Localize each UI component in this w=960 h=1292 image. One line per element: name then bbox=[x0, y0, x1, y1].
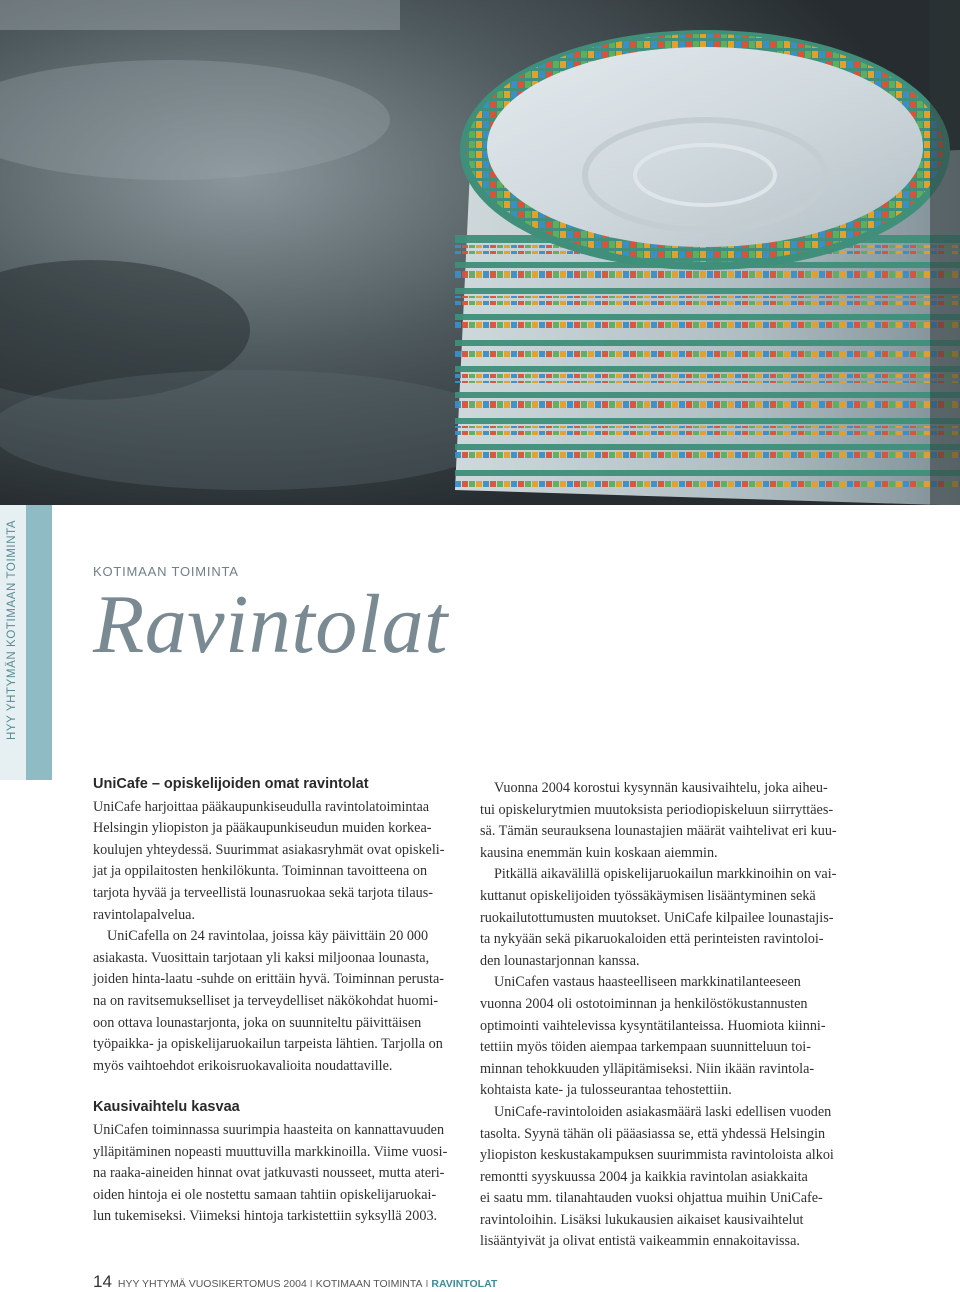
side-section-label: HYY YHTYMÄN KOTIMAAN TOIMINTA bbox=[6, 519, 18, 740]
text-line: ylläpitäminen nopeasti muuttuvilla markkinoilla. Viime vuosi- bbox=[93, 1143, 448, 1160]
text-line: Pitkällä aikavälillä opiskelijaruokailun markkinoihin on vai- bbox=[494, 866, 837, 883]
paragraph bbox=[480, 1102, 842, 1253]
text-line: Helsingin yliopiston ja pääkaupunkiseudun muiden korkea- bbox=[93, 820, 432, 837]
footer-publication: HYY YHTYMÄ VUOSIKERTOMUS 2004 bbox=[117, 1278, 307, 1290]
right-column bbox=[480, 778, 842, 1253]
footer-current-page: RAVINTOLAT bbox=[431, 1278, 498, 1290]
text-line: ta nykyään sekä pikaruokaloiden että perinteisten ravintoloi- bbox=[480, 931, 824, 948]
text-line: kohtaista kate- ja tulosseurantaa tehostettiin. bbox=[480, 1082, 732, 1099]
paragraph bbox=[480, 972, 842, 1102]
text-line: vuonna 2004 oli ostotoiminnan ja henkilöstökustannusten bbox=[480, 995, 808, 1012]
text-line: oiden hintoja ei ole nostettu samaan tahtiin opiskelijaruokai- bbox=[93, 1186, 437, 1203]
paragraph bbox=[480, 778, 842, 864]
heading-unicafe: UniCafe – opiskelijoiden omat ravintolat bbox=[93, 776, 369, 792]
left-column bbox=[93, 774, 453, 1228]
text-line: na raaka-aineiden hinnat ovat jatkuvasti nousseet, mutta ateri- bbox=[93, 1165, 445, 1182]
text-line: sä. Tämän seurauksena lounastajien määrät vaihtelivat eri kuu- bbox=[480, 823, 837, 840]
text-line: myös vaihtoehdot erikoisruokavalioita noudattaville. bbox=[93, 1057, 393, 1074]
page-number: 14 bbox=[93, 1272, 112, 1291]
text-line: koulujen yhteydessä. Suurimmat asiakasryhmät ovat opiskeli- bbox=[93, 841, 445, 858]
stacked-plates-photo-icon bbox=[0, 0, 960, 505]
text-line: lun tukemiseksi. Viimeksi hintoja tarkistettiin syksyllä 2003. bbox=[93, 1208, 438, 1225]
text-line: tui opiskelurytmien muutoksista periodiopiskeluun siirryttäes- bbox=[480, 801, 834, 818]
text-line: UniCafen vastaus haasteelliseen markkinatilanteeseen bbox=[494, 974, 801, 991]
text-line: den lounastarjonnan kanssa. bbox=[480, 952, 640, 969]
paragraph bbox=[93, 926, 453, 1077]
text-line: kausina enemmän kuin koskaan aiemmin. bbox=[480, 844, 718, 861]
text-line: tarjota hyvää ja terveellistä lounasruokaa sekä tarjota tilaus- bbox=[93, 884, 433, 901]
text-line: oon ottava lounastarjonta, joka on suunniteltu päivittäisen bbox=[93, 1014, 422, 1031]
text-line: joiden hinta-laatu -suhde on erittäin hyvä. Toiminnan perusta- bbox=[93, 971, 444, 988]
text-line: tasolta. Syynä tähän oli pääasiassa se, että yhdessä Helsingin bbox=[480, 1125, 826, 1142]
footer-separator: I bbox=[425, 1278, 429, 1290]
text-line: optimointi vaihtelevissa kysyntätilanteissa. Huomiota kiinni- bbox=[480, 1017, 826, 1034]
text-line: ravintolapalvelua. bbox=[93, 906, 196, 923]
text-line: työpaikka- ja opiskelijaruokailun tarpeista lähtien. Tarjolla on bbox=[93, 1036, 443, 1053]
page-footer bbox=[93, 1272, 497, 1292]
text-line: tettiin myös töiden aiempaa tarkempaan suunnitteluun toi- bbox=[480, 1039, 811, 1056]
text-line: yliopiston keskustakampuksen suurimmista ravintoloista alkoi bbox=[480, 1147, 834, 1164]
text-line: UniCafen toiminnassa suurimpia haasteita on kannattavuuden bbox=[93, 1121, 445, 1138]
text-line: minnan tehokkuuden ylläpitämiseksi. Niin ikään ravintola- bbox=[480, 1060, 815, 1077]
heading-kausivaihtelu: Kausivaihtelu kasvaa bbox=[93, 1099, 240, 1116]
text-line: UniCafe harjoittaa pääkaupunkiseudulla ravintolatoimintaa bbox=[93, 798, 430, 815]
text-line: Vuonna 2004 korostui kysynnän kausivaihtelu, joka aiheu- bbox=[494, 780, 828, 796]
text-line: jat ja oppilaitosten henkilökunta. Toiminnan tavoitteena on bbox=[93, 863, 428, 880]
footer-separator: I bbox=[309, 1278, 313, 1290]
text-line: kuttanut opiskelijoiden työssäkäymisen lisääntyminen sekä bbox=[480, 887, 816, 904]
paragraph bbox=[93, 1120, 453, 1228]
section-label: KOTIMAAN TOIMINTA bbox=[93, 564, 239, 579]
paragraph bbox=[480, 864, 842, 972]
text-line: lisääntyivät ja olivat entistä vaikeammin ennakoitavissa. bbox=[480, 1233, 800, 1250]
text-line: UniCafella on 24 ravintolaa, joissa käy päivittäin 20 000 bbox=[107, 928, 429, 945]
text-line: na on ravitsemukselliset ja terveydelliset näkökohdat huomi- bbox=[93, 992, 439, 1009]
header-photo bbox=[0, 0, 960, 505]
text-line: ei saatu mm. tilanahtauden vuoksi ohjattua muihin UniCafe- bbox=[480, 1190, 823, 1207]
text-line: ravintoloihin. Lisäksi lukukausien aikaiset kausivaihtelut bbox=[480, 1211, 804, 1228]
footer-section: KOTIMAAN TOIMINTA bbox=[315, 1278, 423, 1290]
paragraph bbox=[93, 797, 453, 927]
text-line: UniCafe-ravintoloiden asiakasmäärä laski edellisen vuoden bbox=[494, 1103, 832, 1120]
text-line: remontti syyskuussa 2004 ja kaikkia ravintolan asiakkaita bbox=[480, 1168, 808, 1185]
page-title: Ravintolat bbox=[93, 578, 448, 671]
text-line: asiakasta. Vuosittain tarjotaan yli kaksi miljoonaa lounasta, bbox=[93, 949, 430, 966]
text-line: ruokailutottumusten muutokset. UniCafe kilpailee lounastajis- bbox=[480, 909, 834, 926]
